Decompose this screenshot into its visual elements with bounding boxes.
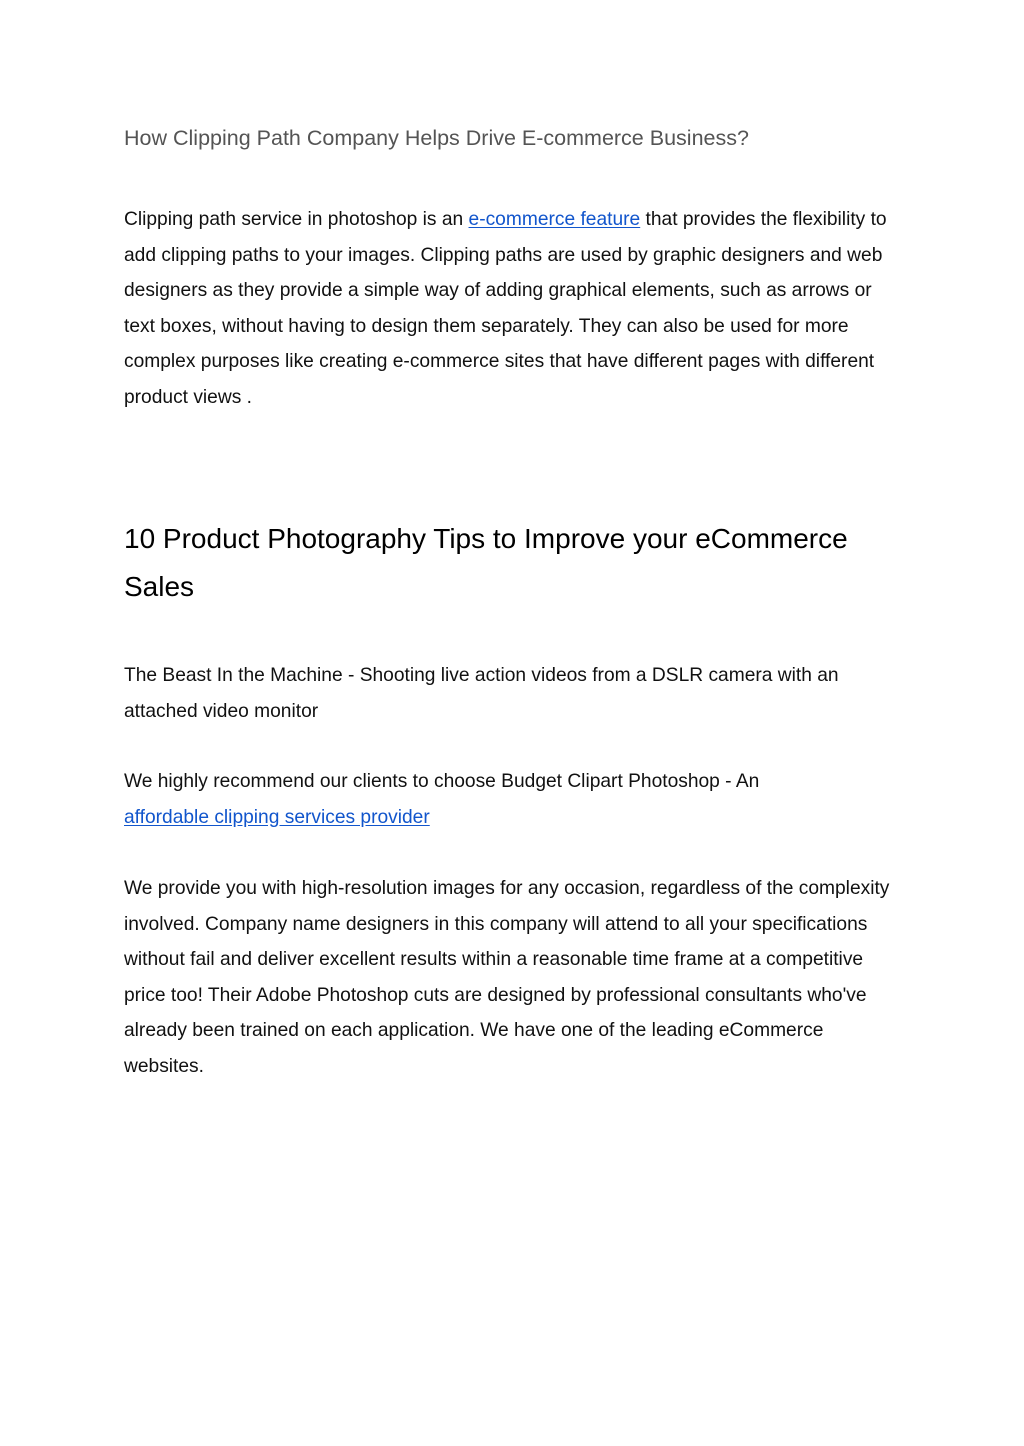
document-subtitle: How Clipping Path Company Helps Drive E-commerce Business? (124, 126, 749, 150)
paragraph-provide: We provide you with high-resolution images for any occasion, regardless of the complexity involved. Company name designers in this company will attend to all your specifications without fail and deliver excellent results within a reasonable time frame at a competitive price too! Their Adobe Photoshop cuts are designed by professional consultants who've already been trained on each application. We have one of the leading eCommerce websites. (124, 878, 890, 1077)
affordable-clipping-link[interactable]: affordable clipping services provider (124, 806, 430, 828)
paragraph-intro-text-end: that provides the flexibility to add clipping paths to your images. Clipping paths are used by graphic designers and web designers as they provide a simple way of adding graphical elements, such as arrows or text boxes, without having to design them separately. They can also be used for more complex purposes like creating e-commerce sites that have different pages with different product views . (124, 209, 887, 408)
paragraph-recommend-text: We highly recommend our clients to choose Budget Clipart Photoshop - An (124, 771, 760, 792)
paragraph-beast: The Beast In the Machine - Shooting live action videos from a DSLR camera with an attached video monitor (124, 665, 839, 722)
paragraph-intro (124, 202, 904, 415)
paragraph-intro-text-start: Clipping path service in photoshop is an (124, 209, 469, 230)
ecommerce-feature-link[interactable]: e-commerce feature (468, 209, 641, 230)
paragraph-recommend (124, 764, 904, 835)
section-heading: 10 Product Photography Tips to Improve your eCommerce Sales (124, 523, 848, 602)
